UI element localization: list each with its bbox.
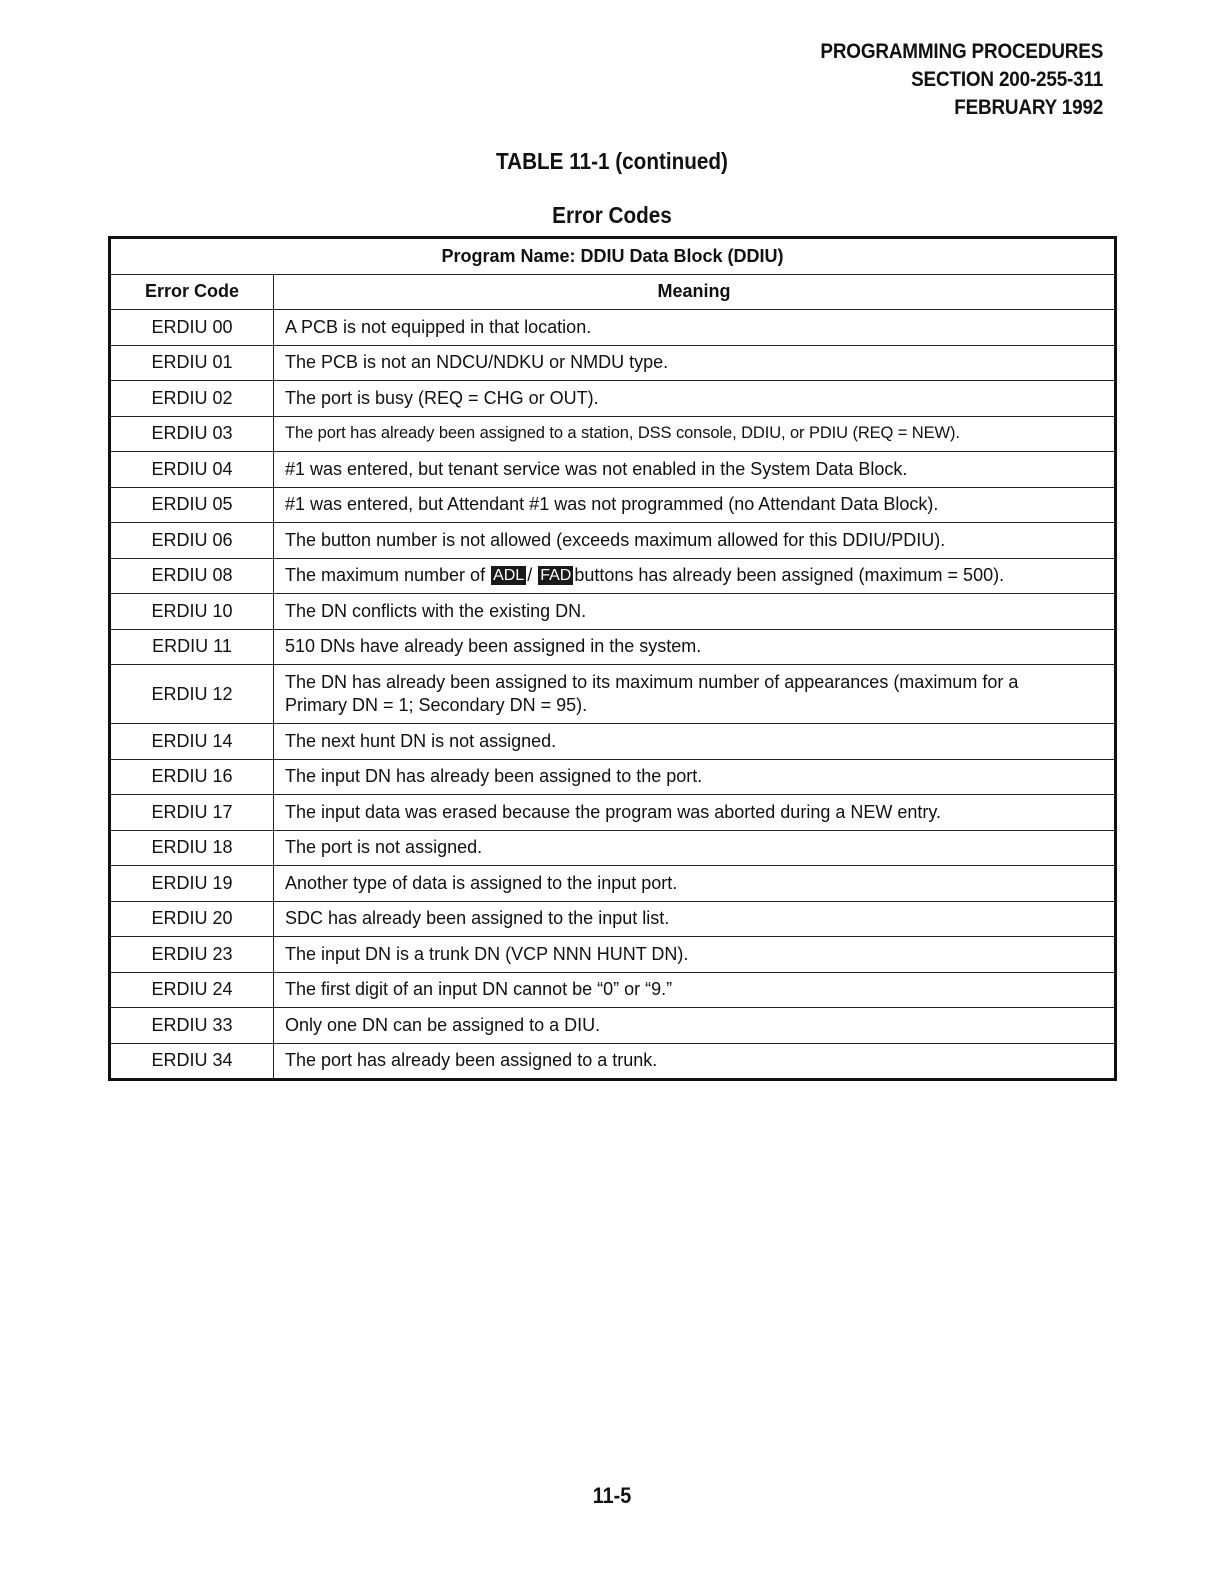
table-row <box>110 594 1116 630</box>
meaning-cell: A PCB is not equipped in that location. <box>274 310 1116 346</box>
table-row <box>110 416 1116 452</box>
table-row <box>110 381 1116 417</box>
meaning-cell: The first digit of an input DN cannot be “0” or “9.” <box>274 972 1116 1008</box>
page-number: 11-5 <box>592 1483 632 1508</box>
error-code-cell: ERDIU 04 <box>110 452 274 488</box>
meaning-cell <box>274 558 1116 594</box>
meaning-cell: #1 was entered, but Attendant #1 was not programmed (no Attendant Data Block). <box>274 487 1116 523</box>
meaning-cell: Only one DN can be assigned to a DIU. <box>274 1008 1116 1044</box>
meaning-cell: SDC has already been assigned to the input list. <box>274 901 1116 937</box>
table-row <box>110 1008 1116 1044</box>
fad-key-icon: FAD <box>540 567 572 585</box>
error-code-cell: ERDIU 20 <box>110 901 274 937</box>
table-title: TABLE 11-1 (continued) <box>496 148 728 174</box>
error-code-cell: ERDIU 34 <box>110 1043 274 1080</box>
table-row <box>110 830 1116 866</box>
meaning-cell: The input DN is a trunk DN (VCP NNN HUNT DN). <box>274 937 1116 973</box>
error-code-cell: ERDIU 00 <box>110 310 274 346</box>
meaning-text-suffix: buttons has already been assigned (maximum = 500). <box>574 565 1005 586</box>
error-code-cell: ERDIU 33 <box>110 1008 274 1044</box>
meaning-cell: The input data was erased because the program was aborted during a NEW entry. <box>274 795 1116 831</box>
table-row <box>110 487 1116 523</box>
page-header <box>820 38 1103 122</box>
error-codes-table <box>108 236 1117 1081</box>
meaning-cell: The port is busy (REQ = CHG or OUT). <box>274 381 1116 417</box>
header-title: PROGRAMMING PROCEDURES <box>820 40 1103 63</box>
table-row <box>110 901 1116 937</box>
program-name-row <box>110 238 1116 275</box>
adl-key-icon: ADL <box>493 567 525 585</box>
error-code-cell: ERDIU 17 <box>110 795 274 831</box>
table-row <box>110 310 1116 346</box>
column-header-meaning: Meaning <box>274 274 1116 310</box>
meaning-cell: The port has already been assigned to a station, DSS console, DDIU, or PDIU (REQ = NEW). <box>274 416 1116 452</box>
table-row <box>110 1043 1116 1080</box>
meaning-cell: The next hunt DN is not assigned. <box>274 724 1116 760</box>
error-code-cell: ERDIU 19 <box>110 866 274 902</box>
table-row <box>110 724 1116 760</box>
error-code-cell: ERDIU 12 <box>110 665 274 724</box>
table-row <box>110 665 1116 724</box>
table-row <box>110 452 1116 488</box>
meaning-cell: The button number is not allowed (exceeds maximum allowed for this DDIU/PDIU). <box>274 523 1116 559</box>
column-header-row <box>110 274 1116 310</box>
key-separator: / <box>527 565 538 586</box>
meaning-line-1: The DN has already been assigned to its maximum number of appearances (maximum for a <box>285 672 1019 692</box>
error-code-cell: ERDIU 10 <box>110 594 274 630</box>
error-code-cell: ERDIU 16 <box>110 759 274 795</box>
meaning-text-prefix: The maximum number of <box>285 565 491 586</box>
header-section: SECTION 200-255-311 <box>911 68 1103 91</box>
meaning-line-2: Primary DN = 1; Secondary DN = 95). <box>285 695 588 715</box>
meaning-cell: The PCB is not an NDCU/NDKU or NMDU type. <box>274 345 1116 381</box>
error-code-cell: ERDIU 02 <box>110 381 274 417</box>
error-code-cell: ERDIU 23 <box>110 937 274 973</box>
column-header-error-code: Error Code <box>110 274 274 310</box>
table-row <box>110 629 1116 665</box>
meaning-cell: The port has already been assigned to a trunk. <box>274 1043 1116 1080</box>
error-code-cell: ERDIU 06 <box>110 523 274 559</box>
error-code-cell: ERDIU 11 <box>110 629 274 665</box>
table-row <box>110 523 1116 559</box>
program-name: Program Name: DDIU Data Block (DDIU) <box>110 238 1116 275</box>
header-date: FEBRUARY 1992 <box>954 96 1103 119</box>
error-code-cell: ERDIU 05 <box>110 487 274 523</box>
meaning-cell: 510 DNs have already been assigned in the system. <box>274 629 1116 665</box>
table-row <box>110 972 1116 1008</box>
meaning-cell: The port is not assigned. <box>274 830 1116 866</box>
error-code-cell: ERDIU 24 <box>110 972 274 1008</box>
table-subtitle: Error Codes <box>552 202 672 228</box>
error-code-cell: ERDIU 14 <box>110 724 274 760</box>
error-code-cell: ERDIU 08 <box>110 558 274 594</box>
table-row <box>110 759 1116 795</box>
meaning-cell: The input DN has already been assigned to the port. <box>274 759 1116 795</box>
error-code-cell: ERDIU 18 <box>110 830 274 866</box>
table-row <box>110 558 1116 594</box>
error-code-cell: ERDIU 01 <box>110 345 274 381</box>
meaning-cell: Another type of data is assigned to the input port. <box>274 866 1116 902</box>
meaning-cell <box>274 665 1116 724</box>
error-code-cell: ERDIU 03 <box>110 416 274 452</box>
table-row <box>110 795 1116 831</box>
error-codes-table-container <box>108 236 1114 1081</box>
table-row <box>110 866 1116 902</box>
table-row <box>110 937 1116 973</box>
meaning-cell: #1 was entered, but tenant service was not enabled in the System Data Block. <box>274 452 1116 488</box>
table-row <box>110 345 1116 381</box>
meaning-cell: The DN conflicts with the existing DN. <box>274 594 1116 630</box>
